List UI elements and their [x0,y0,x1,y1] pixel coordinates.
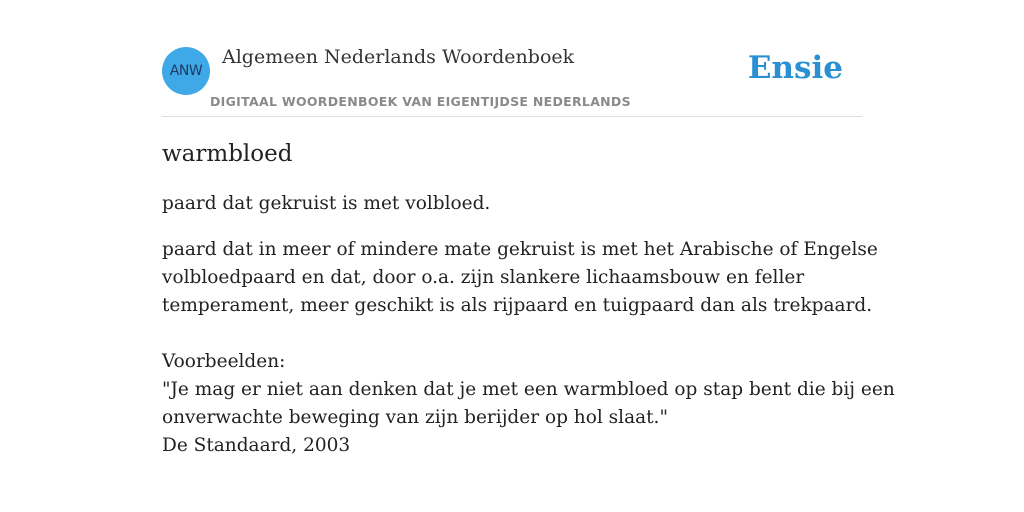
definition-line: volbloedpaard en dat, door o.a. zijn slankere lichaamsbouw en feller [162,267,805,288]
ensie-brand-logo[interactable]: Ensie [747,50,843,86]
definition-line: paard dat in meer of mindere mate gekruist is met het Arabische of Engelse [162,239,878,260]
example-source: De Standaard, 2003 [162,435,351,456]
short-definition: paard dat gekruist is met volbloed. [162,193,491,214]
site-header [162,40,862,117]
paragraph-gap [162,320,862,348]
dictionary-subtitle: DIGITAAL WOORDENBOEK VAN EIGENTIJDSE NEDERLANDS [210,94,631,109]
entry-content [162,138,895,460]
examples-label: Voorbeelden: [162,351,286,372]
anw-logo[interactable] [162,47,210,95]
full-definition [162,236,895,460]
entry-headword: warmbloed [162,141,293,167]
example-line: "Je mag er niet aan denken dat je met een warmbloed op stap bent die bij een [162,379,895,400]
dictionary-title[interactable]: Algemeen Nederlands Woordenboek [222,46,575,68]
logo-text: ANW [169,63,203,79]
definition-line: temperament, meer geschikt is als rijpaard en tuigpaard dan als trekpaard. [162,295,873,316]
example-line: onverwachte beweging van zijn berijder op hol slaat." [162,407,668,428]
